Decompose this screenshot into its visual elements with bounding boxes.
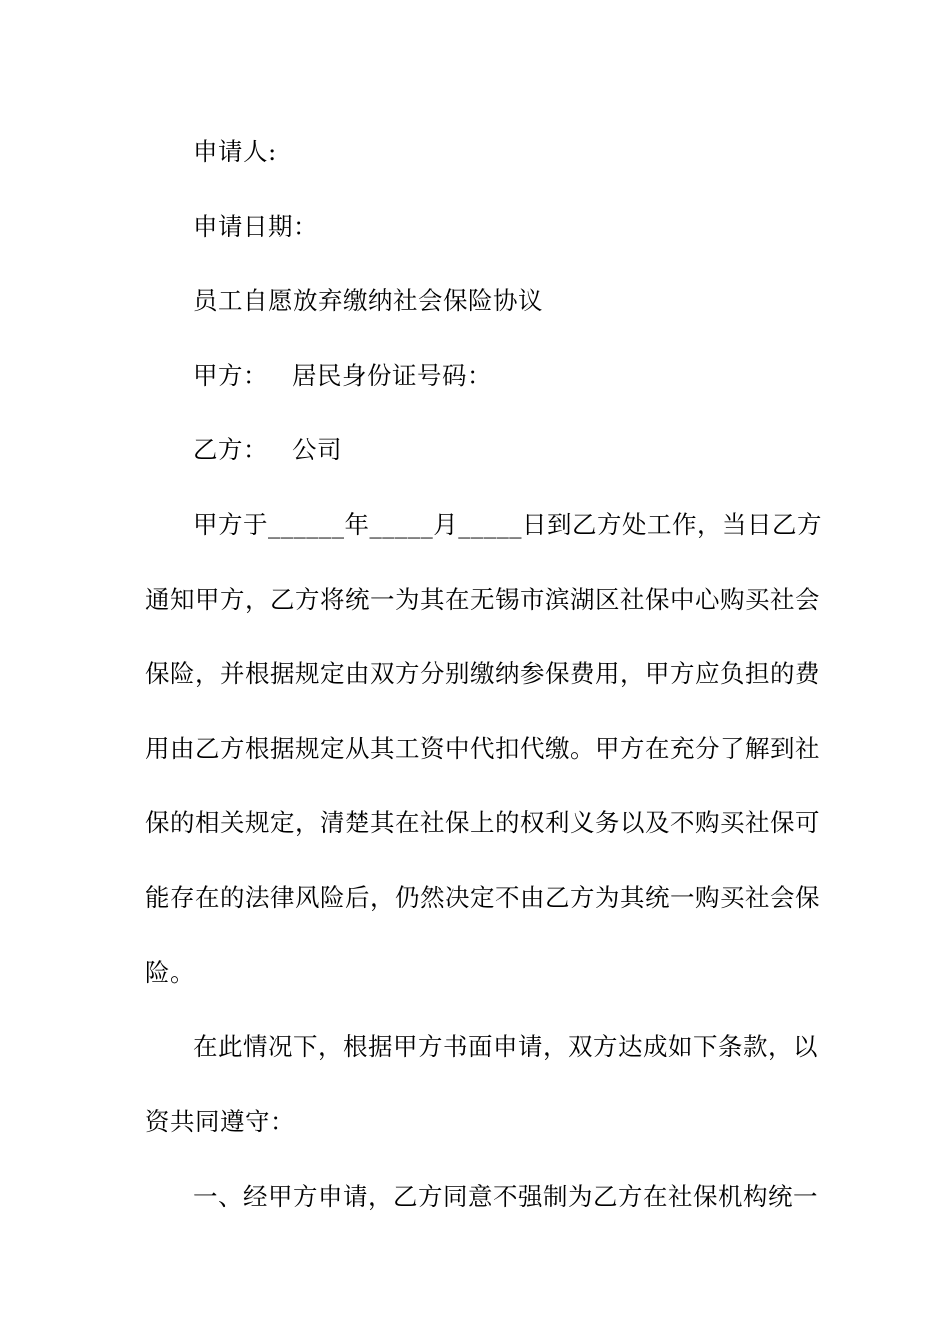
party-b-line [193, 434, 873, 466]
applicant-label: 申请人: [193, 137, 277, 166]
paragraph1-line: 甲方于______年_____月_____日到乙方处工作，当日乙方 [193, 510, 822, 539]
party-a-id-label: 居民身份证号码： [292, 361, 492, 390]
party-b-name: 公司 [292, 435, 342, 464]
party-b-label: 乙方： [193, 435, 268, 464]
date-label: 申请日期： [193, 212, 318, 241]
paragraph2-line: 资共同遵守： [145, 1107, 295, 1136]
paragraph1-line: 保的相关规定，清楚其在社保上的权利义务以及不购买社保可 [145, 808, 820, 837]
paragraph2-line: 在此情况下，根据甲方书面申请，双方达成如下条款，以 [193, 1032, 818, 1061]
clause1-line: 一、经甲方申请，乙方同意不强制为乙方在社保机构统一 [193, 1182, 818, 1211]
document-title: 员工自愿放弃缴纳社会保险协议 [193, 286, 543, 315]
paragraph1-line: 通知甲方，乙方将统一为其在无锡市滨湖区社保中心购买社会 [145, 585, 820, 614]
party-a-label: 甲方： [193, 361, 268, 390]
paragraph1-line: 用由乙方根据规定从其工资中代扣代缴。甲方在充分了解到社 [145, 734, 820, 763]
paragraph1-line: 险。 [145, 958, 195, 987]
party-a-line [193, 360, 873, 392]
paragraph1-line: 能存在的法律风险后，仍然决定不由乙方为其统一购买社会保 [145, 883, 820, 912]
paragraph1-line: 保险，并根据规定由双方分别缴纳参保费用，甲方应负担的费 [145, 659, 820, 688]
